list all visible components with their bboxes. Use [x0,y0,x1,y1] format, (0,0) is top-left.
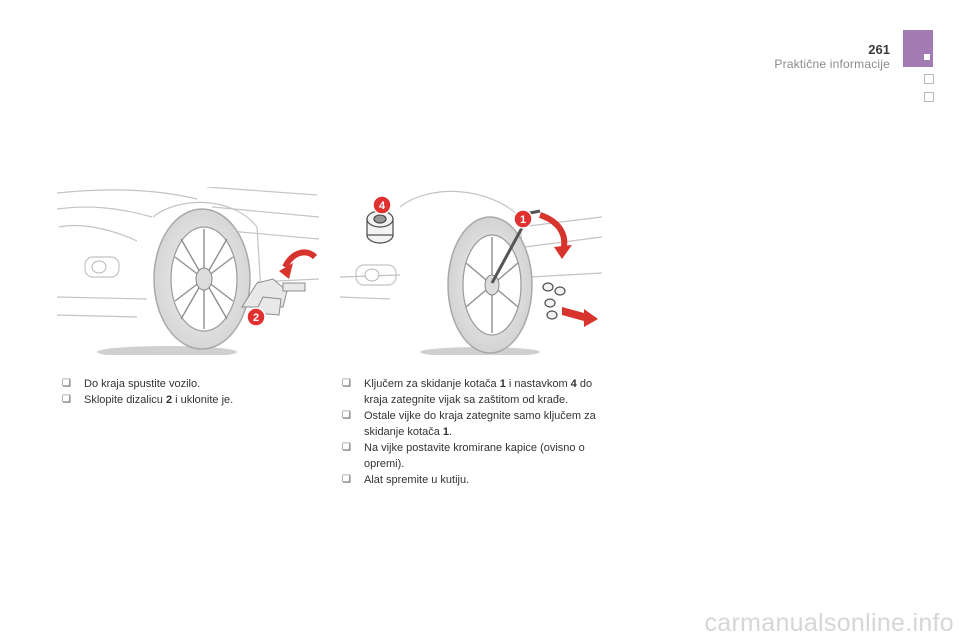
checkbox-bullet-icon: ❏ [62,394,71,405]
step-item [342,376,604,408]
chapter-tab-empty[interactable] [924,92,934,102]
callout-1: 1 [519,214,527,226]
step-item [342,440,604,472]
steps-list-right [342,376,604,488]
step-item [62,392,317,408]
step-ref-number: 4 [570,378,577,390]
step-text: Alat spremite u kutiju. [364,474,470,486]
step-ref-number: 1 [499,378,506,390]
step-ref-number: 1 [442,426,450,438]
checkbox-bullet-icon: ❏ [342,474,351,485]
step-item [342,408,604,440]
chapter-tab-empty[interactable] [924,74,934,84]
callout-2: 2 [252,312,260,324]
bolt-tightening-illustration [340,187,602,355]
checkbox-bullet-icon: ❏ [342,442,351,453]
step-text: i uklonite je. [172,394,234,406]
step-text: Ostale vijke do kraja zategnite samo ključem za skidanje kotača [364,410,596,438]
chapter-tab-active[interactable] [903,30,933,67]
step-ref-number: 2 [165,394,173,406]
checkbox-bullet-icon: ❏ [62,378,71,389]
steps-list-left [62,376,317,408]
checkbox-bullet-icon: ❏ [342,378,351,389]
step-item [342,472,604,488]
step-text: Do kraja spustite vozilo. [84,378,201,390]
checkbox-bullet-icon: ❏ [342,410,351,421]
step-text: Sklopite dizalicu [84,394,166,406]
step-text: . [449,426,453,438]
step-text: do kraja zategnite vijak sa zaštitom od krađe. [364,378,593,406]
step-text: Ključem za skidanje kotača [364,378,500,390]
jack-lowering-illustration [57,187,319,355]
section-title: Praktične informacije [774,57,890,71]
step-text: Na vijke postavite kromirane kapice (ovisno o opremi). [364,442,585,470]
callout-4: 4 [378,200,386,212]
tab-marker-icon [924,54,930,60]
step-text: i nastavkom [505,378,571,390]
page-number: 261 [868,42,890,57]
step-item [62,376,317,392]
watermark: carmanualsonline.info [704,609,954,637]
